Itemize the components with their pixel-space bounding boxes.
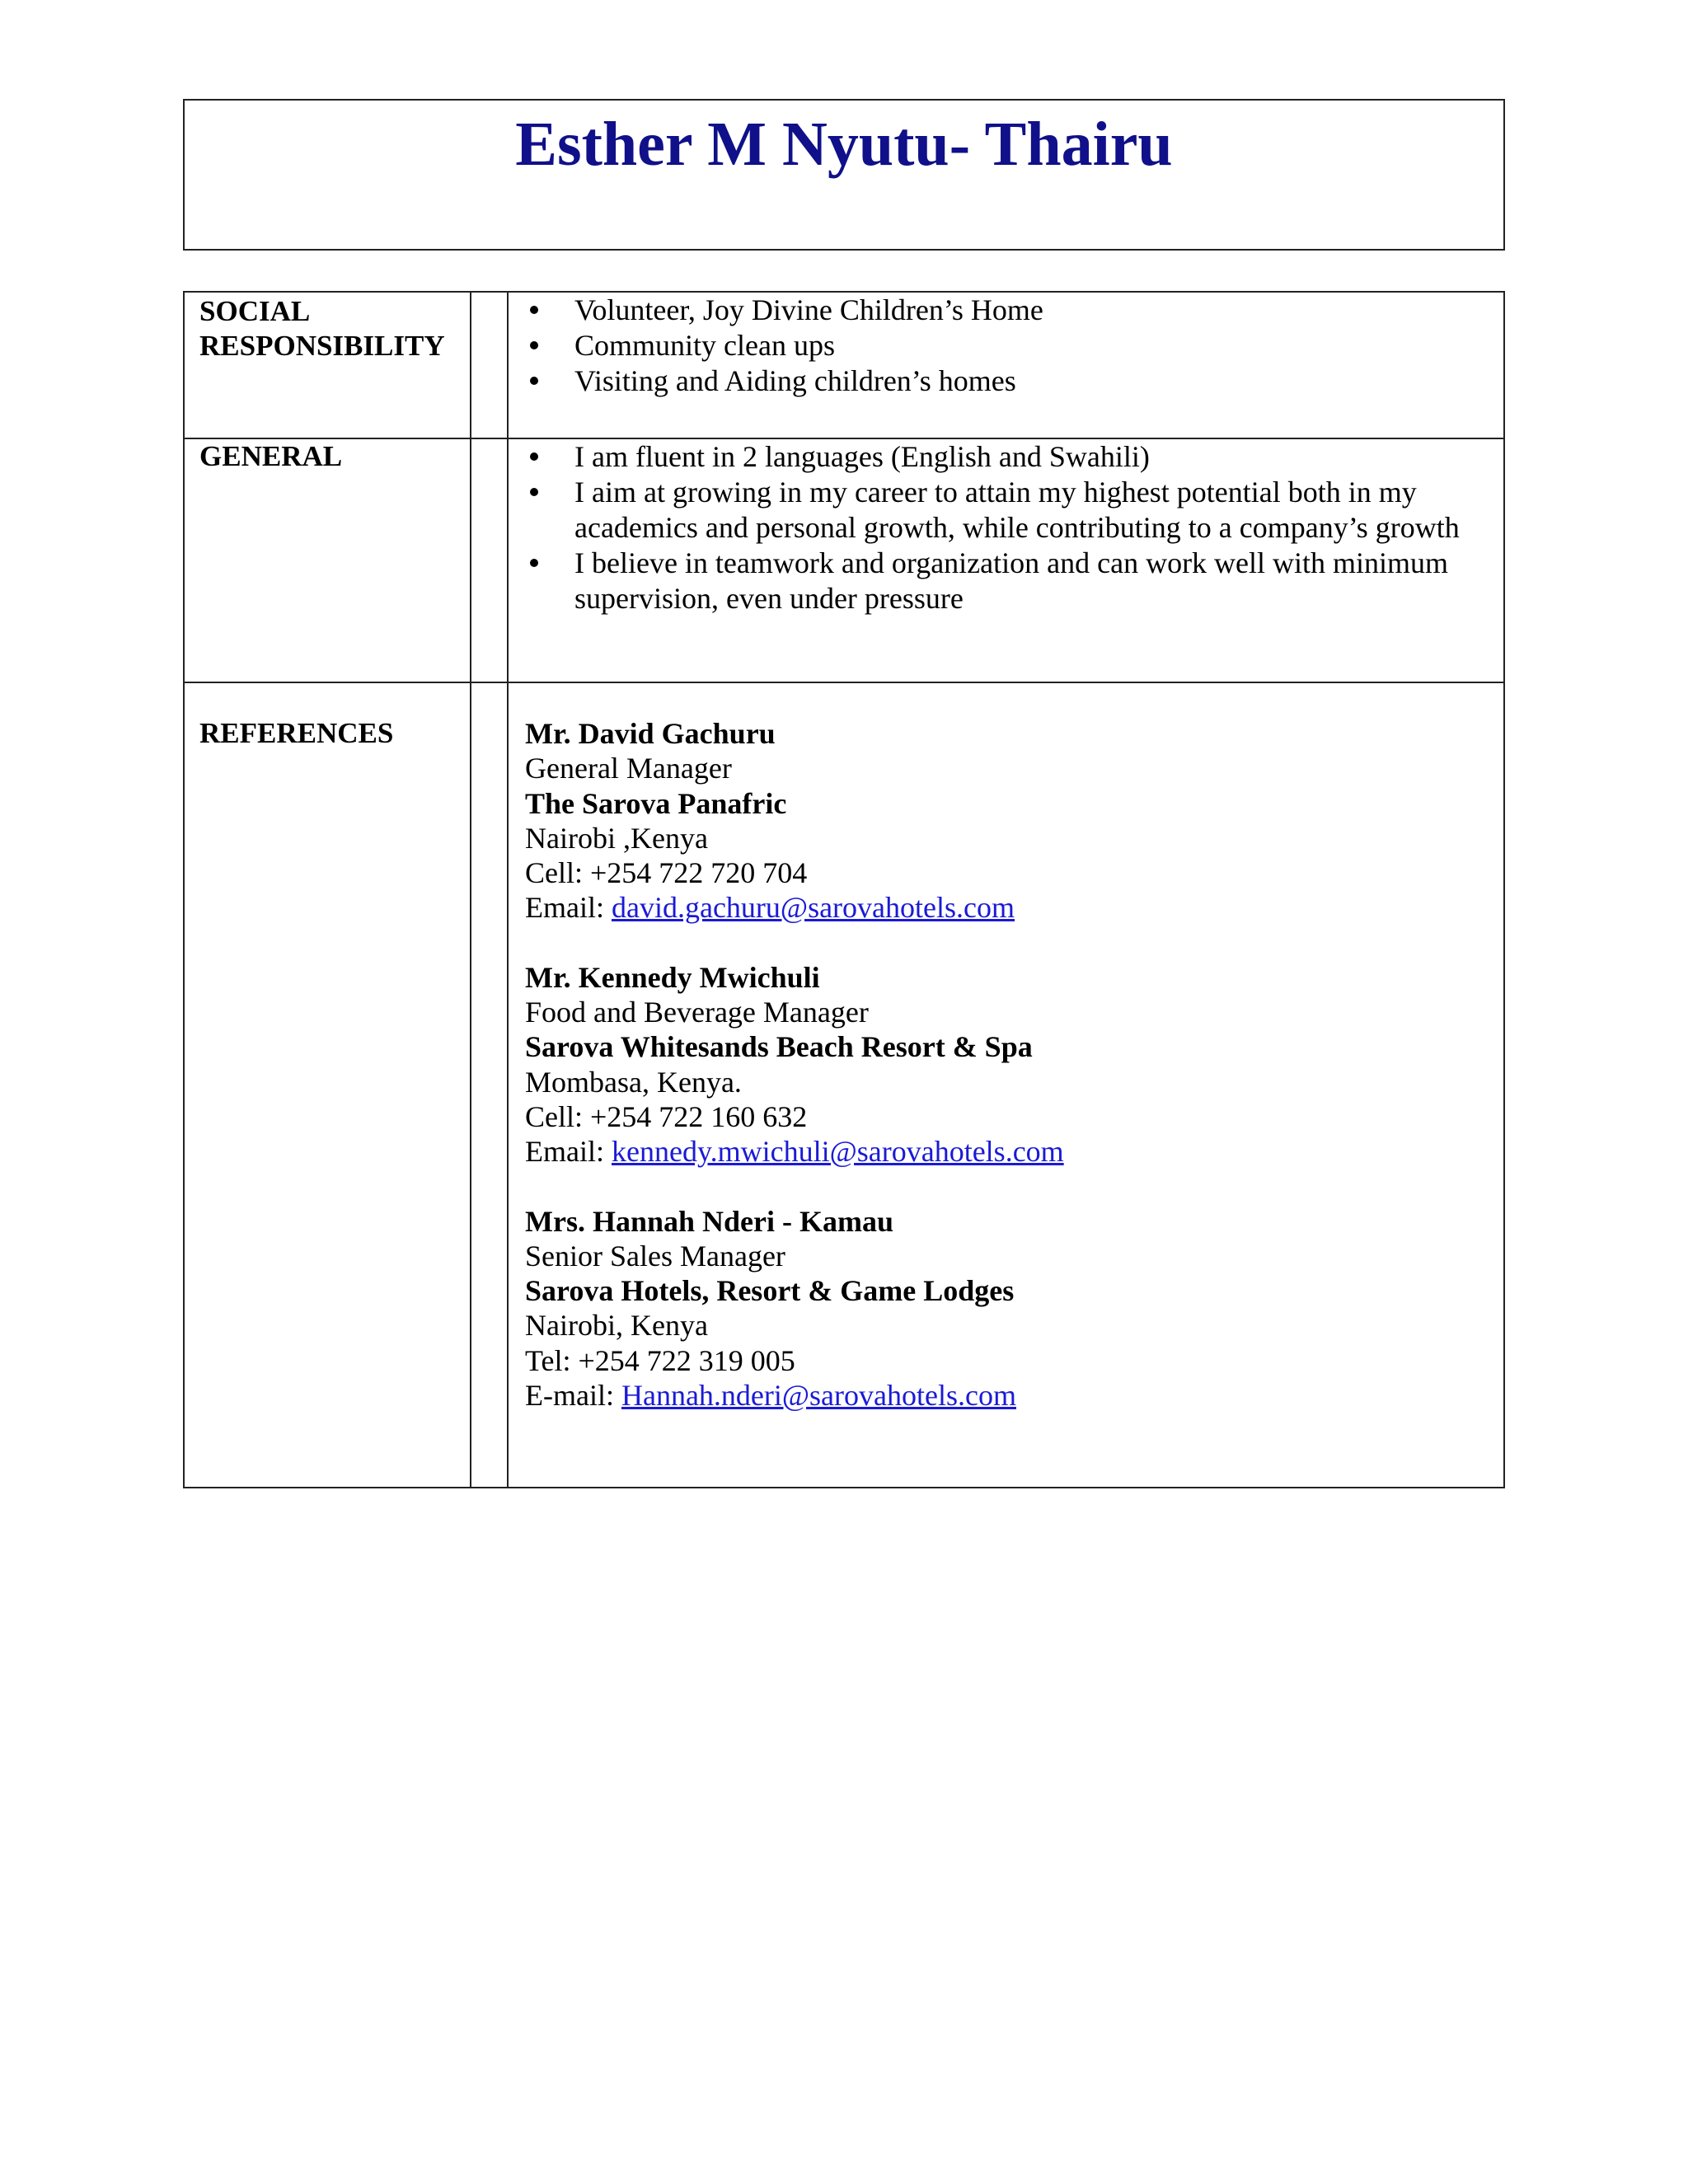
section-label-general: GENERAL: [199, 440, 343, 472]
cv-table: [183, 291, 1505, 1488]
bullet-icon: [530, 488, 538, 496]
bullet-icon: [530, 377, 538, 385]
list-item: Visiting and Aiding children’s homes: [525, 363, 1487, 399]
bullet-icon: [530, 452, 538, 461]
candidate-name: Esther M Nyutu- Thairu: [515, 110, 1173, 179]
list-item: I aim at growing in my career to attain my highest potential both in my academics and personal growth, while contributing to a company’s growth: [525, 475, 1487, 546]
reference-location: Nairobi, Kenya: [525, 1309, 708, 1343]
reference-name: Mr. David Gachuru: [525, 717, 776, 750]
reference-entry: [525, 716, 1487, 926]
section-label-references: REFERENCES: [199, 717, 394, 749]
reference-company: Sarova Whitesands Beach Resort & Spa: [525, 1030, 1033, 1064]
reference-entry: [525, 960, 1487, 1169]
references-content: [525, 716, 1487, 1413]
section-label-social: SOCIAL RESPONSIBILITY: [199, 295, 445, 362]
reference-location: Nairobi ,Kenya: [525, 821, 708, 855]
list-item: I am fluent in 2 languages (English and Swahili): [525, 439, 1487, 475]
reference-email: Email: david.gachuru@sarovahotels.com: [525, 891, 1015, 925]
row-divider-2: [185, 682, 1503, 683]
header-box: [183, 99, 1505, 251]
email-link[interactable]: david.gachuru@sarovahotels.com: [611, 891, 1015, 925]
email-link[interactable]: Hannah.nderi@sarovahotels.com: [621, 1379, 1016, 1413]
reference-email: Email: kennedy.mwichuli@sarovahotels.com: [525, 1135, 1064, 1169]
reference-company: Sarova Hotels, Resort & Game Lodges: [525, 1274, 1015, 1308]
column-divider-1: [470, 293, 471, 1487]
reference-title: General Manager: [525, 752, 732, 785]
email-link[interactable]: kennedy.mwichuli@sarovahotels.com: [611, 1135, 1064, 1169]
reference-phone: Cell: +254 722 160 632: [525, 1099, 808, 1133]
column-divider-2: [507, 293, 509, 1487]
reference-name: Mrs. Hannah Nderi - Kamau: [525, 1204, 894, 1238]
general-list: [525, 439, 1487, 616]
list-item: Volunteer, Joy Divine Children’s Home: [525, 293, 1487, 328]
reference-location: Mombasa, Kenya.: [525, 1065, 742, 1099]
social-list: [525, 293, 1487, 399]
reference-entry: [525, 1204, 1487, 1413]
reference-name: Mr. Kennedy Mwichuli: [525, 960, 820, 994]
reference-phone: Tel: +254 722 319 005: [525, 1343, 795, 1377]
list-item: I believe in teamwork and organization and can work well with minimum supervision, even under pressure: [525, 546, 1487, 616]
reference-email: E-mail: Hannah.nderi@sarovahotels.com: [525, 1379, 1016, 1413]
reference-title: Food and Beverage Manager: [525, 996, 869, 1029]
reference-phone: Cell: +254 722 720 704: [525, 856, 808, 890]
social-content: [525, 293, 1487, 399]
general-content: [525, 439, 1487, 616]
bullet-icon: [530, 306, 538, 314]
reference-title: Senior Sales Manager: [525, 1239, 785, 1272]
reference-company: The Sarova Panafric: [525, 786, 787, 820]
bullet-icon: [530, 559, 538, 567]
list-item: Community clean ups: [525, 328, 1487, 363]
bullet-icon: [530, 341, 538, 349]
